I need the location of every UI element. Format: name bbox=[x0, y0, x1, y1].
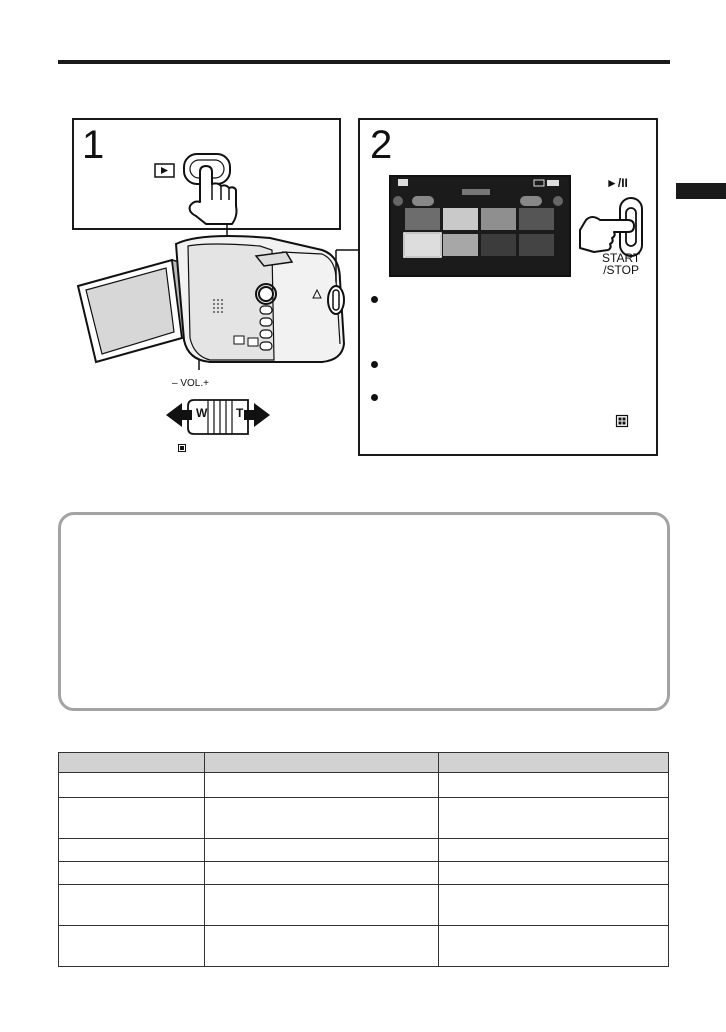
index-screen-icon bbox=[178, 444, 186, 452]
table-cell bbox=[59, 798, 205, 839]
table-row bbox=[59, 862, 669, 885]
table-cell bbox=[205, 798, 439, 839]
video-mode-icon bbox=[398, 179, 408, 186]
table-cell bbox=[59, 926, 205, 967]
table-row bbox=[59, 798, 669, 839]
table-cell bbox=[205, 926, 439, 967]
table-row bbox=[59, 773, 669, 798]
table-header-cell bbox=[59, 753, 205, 773]
table-cell bbox=[439, 773, 669, 798]
section-tab-marker bbox=[676, 183, 726, 199]
camcorder-body bbox=[176, 236, 344, 362]
bullet-1-icon bbox=[371, 296, 378, 303]
table-header-row bbox=[59, 753, 669, 773]
zoom-tele-label: T bbox=[236, 406, 244, 420]
step-2-number: 2 bbox=[370, 123, 393, 167]
volume-label: – VOL.+ bbox=[172, 378, 209, 389]
table-cell bbox=[205, 885, 439, 926]
table-cell bbox=[59, 773, 205, 798]
step-1-box bbox=[72, 118, 341, 230]
table-cell bbox=[439, 798, 669, 839]
step-2-box bbox=[358, 118, 658, 456]
bullet-3-icon bbox=[371, 394, 378, 401]
table-row bbox=[59, 926, 669, 967]
info-table bbox=[58, 752, 669, 967]
note-box bbox=[58, 512, 670, 711]
play-pause-label: ►/II bbox=[606, 176, 628, 190]
stop-label: /STOP bbox=[603, 263, 640, 277]
start-stop-label bbox=[602, 252, 640, 276]
table-cell bbox=[439, 885, 669, 926]
zoom-wide-label: W bbox=[196, 406, 208, 420]
table-body bbox=[59, 773, 669, 967]
table-cell bbox=[205, 839, 439, 862]
table-header-cell bbox=[205, 753, 439, 773]
step-1-number: 1 bbox=[82, 123, 105, 167]
bullet-2-icon bbox=[371, 361, 378, 368]
table-cell bbox=[205, 773, 439, 798]
playback-icon bbox=[155, 164, 174, 177]
table-cell bbox=[205, 862, 439, 885]
table-row bbox=[59, 885, 669, 926]
table-cell bbox=[59, 885, 205, 926]
header-rule bbox=[58, 60, 670, 64]
index-screen-illustration bbox=[390, 176, 580, 278]
table-cell bbox=[59, 839, 205, 862]
table-header-cell bbox=[439, 753, 669, 773]
index-screen-icon-small bbox=[616, 415, 628, 427]
table-cell bbox=[59, 862, 205, 885]
lcd-monitor bbox=[78, 260, 190, 362]
table-row bbox=[59, 839, 669, 862]
table-cell bbox=[439, 862, 669, 885]
battery-icon bbox=[547, 180, 559, 186]
table-cell bbox=[439, 926, 669, 967]
playback-button-illustration bbox=[74, 120, 339, 228]
start-label: START bbox=[602, 251, 641, 265]
table-cell bbox=[439, 839, 669, 862]
zoom-lever-illustration bbox=[166, 388, 276, 444]
